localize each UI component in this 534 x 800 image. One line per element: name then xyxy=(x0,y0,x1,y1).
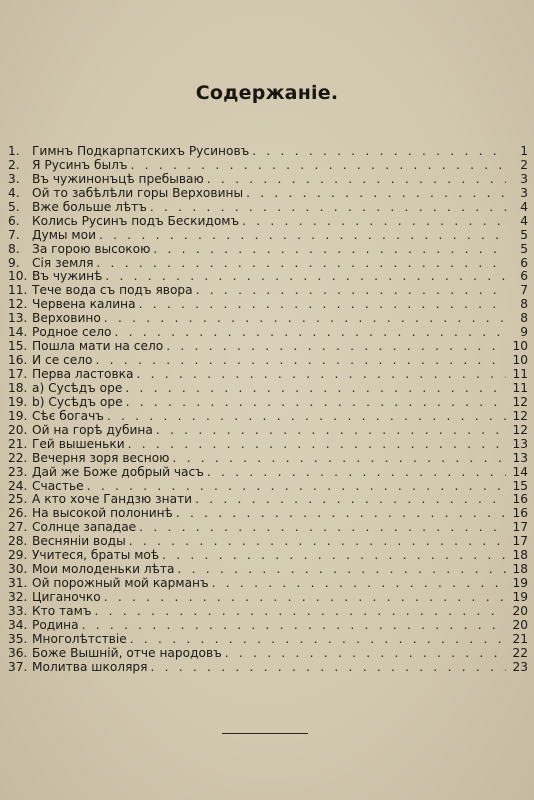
toc-entry xyxy=(8,159,528,173)
toc-entry-number: 16. xyxy=(8,354,28,368)
toc-entry-page: 12 xyxy=(512,409,528,423)
toc-entry xyxy=(8,145,528,159)
toc-entry-page: 14 xyxy=(512,465,528,479)
toc-entry xyxy=(8,215,528,229)
toc-entry-title: Счастье xyxy=(32,479,84,493)
toc-entry xyxy=(8,257,528,271)
toc-dot-leader xyxy=(104,591,506,605)
toc-entry-page: 20 xyxy=(512,604,528,618)
toc-entry-title: Гимнъ Подкарпатскихъ Русиновъ xyxy=(32,145,250,158)
toc-entry-number: 35. xyxy=(8,632,28,646)
toc-entry-title: Вечерня зоря весною xyxy=(32,451,170,465)
toc-entry xyxy=(8,201,528,215)
toc-entry xyxy=(8,466,528,480)
toc-entry-title: Родное село xyxy=(32,326,112,340)
toc-entry xyxy=(8,173,528,187)
toc-entry xyxy=(8,382,528,396)
page-title: Содержаніе. xyxy=(195,82,339,104)
toc-dot-leader xyxy=(166,340,506,354)
toc-entry-number: 31. xyxy=(8,577,28,591)
toc-dot-leader xyxy=(150,661,506,675)
toc-dot-leader xyxy=(156,424,506,438)
toc-dot-leader xyxy=(94,605,506,619)
toc-dot-leader xyxy=(99,229,506,243)
toc-entry xyxy=(8,647,528,661)
toc-entry-number: 32. xyxy=(8,591,28,604)
toc-entry xyxy=(8,480,528,494)
toc-entry-number: 18. xyxy=(8,381,28,395)
toc-entry-page: 18 xyxy=(512,549,528,563)
toc-dot-leader xyxy=(128,438,506,452)
toc-dot-leader xyxy=(131,159,506,173)
toc-entry-title: Въ чужинонъцѣ пребываю xyxy=(32,172,204,186)
toc-entry xyxy=(8,452,528,466)
toc-entry-page: 15 xyxy=(512,479,528,493)
toc-dot-leader xyxy=(130,633,506,647)
toc-dot-leader xyxy=(105,270,506,284)
toc-entry xyxy=(8,340,528,354)
toc-entry-title: Мои молоденьки лѣта xyxy=(32,563,175,577)
toc-entry xyxy=(8,298,528,312)
toc-entry-page: 22 xyxy=(512,646,528,660)
toc-dot-leader xyxy=(225,647,506,661)
toc-entry-number: 34. xyxy=(8,618,28,632)
toc-entry-title: И се село xyxy=(32,354,93,368)
toc-dot-leader xyxy=(96,257,506,271)
toc-entry xyxy=(8,605,528,619)
toc-entry-page: 17 xyxy=(512,521,528,535)
toc-entry-title: Циганочко xyxy=(32,591,101,604)
toc-entry-number: 26. xyxy=(8,507,28,521)
toc-dot-leader xyxy=(139,298,506,312)
toc-entry-title: Родина xyxy=(32,618,79,632)
toc-entry xyxy=(8,270,528,284)
toc-entry-title: Учитеся, браты моѣ xyxy=(32,549,160,563)
toc-dot-leader xyxy=(139,521,506,535)
toc-entry-number: 10. xyxy=(8,270,28,284)
toc-entry xyxy=(8,577,528,591)
toc-entry-number: 36. xyxy=(8,646,28,660)
toc-entry-page: 20 xyxy=(512,618,528,632)
toc-entry-page: 16 xyxy=(512,507,528,521)
toc-entry-number: 21. xyxy=(8,437,28,451)
toc-entry-page: 17 xyxy=(512,535,528,549)
toc-entry xyxy=(8,535,528,549)
toc-entry-page: 9 xyxy=(520,326,528,340)
toc-entry-title: Ой порожный мой карманъ xyxy=(32,577,209,591)
toc-entry-page: 19 xyxy=(512,577,528,591)
toc-entry-title: Ой то забѣлѣли горы Верховины xyxy=(32,186,244,200)
toc-dot-leader xyxy=(196,284,506,298)
toc-entry-title: Пошла мати на село xyxy=(32,340,164,354)
toc-entry-page: 11 xyxy=(512,368,528,381)
toc-entry-number: 3. xyxy=(8,172,20,186)
toc-entry xyxy=(8,563,528,577)
toc-entry-page: 10 xyxy=(512,354,528,368)
toc-entry-page: 8 xyxy=(520,298,528,312)
toc-entry-number: 2. xyxy=(8,158,20,172)
toc-entry-number: 15. xyxy=(8,340,28,354)
toc-entry-number: 19. xyxy=(8,409,28,423)
toc-entry-page: 18 xyxy=(512,563,528,577)
toc-entry-title: Сія земля xyxy=(32,256,94,270)
table-of-contents xyxy=(8,145,528,675)
toc-entry-title: А кто хоче Гандзю знати xyxy=(32,493,193,507)
toc-entry-number: 27. xyxy=(8,521,28,535)
toc-entry xyxy=(8,661,528,675)
toc-entry xyxy=(8,424,528,438)
toc-entry-number: 29. xyxy=(8,549,28,563)
toc-entry-title: а) Сусѣдъ оре xyxy=(32,381,123,395)
toc-entry-number: 4. xyxy=(8,186,20,200)
toc-dot-leader xyxy=(162,549,506,563)
toc-entry-title: Я Русинъ былъ xyxy=(32,158,128,172)
toc-entry-title: Молитва школяря xyxy=(32,660,148,674)
toc-entry xyxy=(8,187,528,201)
toc-dot-leader xyxy=(129,535,506,549)
toc-dot-leader xyxy=(195,493,506,507)
toc-entry-title: Ой на горѣ дубина xyxy=(32,423,153,437)
toc-dot-leader xyxy=(153,243,506,257)
toc-dot-leader xyxy=(242,215,506,229)
toc-dot-leader xyxy=(150,201,506,215)
toc-entry-page: 2 xyxy=(520,158,528,172)
toc-entry-title: Червена калина xyxy=(32,298,136,312)
toc-entry xyxy=(8,619,528,633)
toc-entry-page: 5 xyxy=(520,242,528,256)
toc-entry-page: 23 xyxy=(512,660,528,674)
toc-entry-number: 30. xyxy=(8,563,28,577)
toc-dot-leader xyxy=(114,326,506,340)
toc-entry-title: Верховино xyxy=(32,312,101,326)
toc-dot-leader xyxy=(87,480,506,494)
toc-dot-leader xyxy=(96,354,506,368)
toc-entry-page: 3 xyxy=(520,172,528,186)
toc-dot-leader xyxy=(126,396,506,410)
toc-entry-page: 11 xyxy=(512,381,528,395)
toc-entry-title: Сѣє богачъ xyxy=(32,409,104,423)
toc-entry-page: 6 xyxy=(520,270,528,284)
toc-entry xyxy=(8,591,528,605)
toc-dot-leader xyxy=(172,452,506,466)
toc-entry xyxy=(8,410,528,424)
toc-entry-page: 10 xyxy=(512,340,528,354)
toc-entry xyxy=(8,368,528,382)
toc-entry xyxy=(8,229,528,243)
toc-entry xyxy=(8,312,528,326)
toc-entry-page: 4 xyxy=(520,200,528,214)
toc-entry-number: 7. xyxy=(8,228,20,242)
toc-dot-leader xyxy=(104,312,506,326)
toc-entry-page: 19 xyxy=(512,591,528,604)
toc-entry-title: Многолѣтствіе xyxy=(32,632,127,646)
toc-entry-title: Тече вода съ подъ явора xyxy=(32,284,193,298)
toc-dot-leader xyxy=(212,577,506,591)
toc-entry xyxy=(8,354,528,368)
toc-entry-page: 13 xyxy=(512,451,528,465)
toc-dot-leader xyxy=(136,368,506,382)
toc-entry-number: 33. xyxy=(8,604,28,618)
toc-entry xyxy=(8,507,528,521)
toc-entry-page: 5 xyxy=(520,228,528,242)
toc-entry-page: 12 xyxy=(512,395,528,409)
toc-entry xyxy=(8,243,528,257)
toc-entry-number: 9. xyxy=(8,256,20,270)
toc-entry-title: Колись Русинъ подъ Бескидомъ xyxy=(32,214,240,228)
toc-entry-number: 1. xyxy=(8,145,20,158)
toc-entry-number: 23. xyxy=(8,465,28,479)
toc-entry-title: За горою высокою xyxy=(32,242,151,256)
toc-entry-page: 7 xyxy=(520,284,528,298)
closing-rule xyxy=(222,733,308,734)
toc-entry-number: 12. xyxy=(8,298,28,312)
toc-entry-title: Перва ластовка xyxy=(32,368,134,381)
toc-entry-title: На высокой полонинѣ xyxy=(32,507,173,521)
toc-entry xyxy=(8,549,528,563)
toc-entry-page: 3 xyxy=(520,186,528,200)
toc-dot-leader xyxy=(107,410,506,424)
toc-entry-title: Весняніи воды xyxy=(32,535,126,549)
toc-entry-number: 8. xyxy=(8,242,20,256)
toc-entry-page: 1 xyxy=(520,145,528,158)
toc-dot-leader xyxy=(125,382,506,396)
toc-entry-number: 5. xyxy=(8,200,20,214)
toc-entry-title: Солнце западае xyxy=(32,521,137,535)
toc-entry-page: 21 xyxy=(512,632,528,646)
toc-entry-page: 4 xyxy=(520,214,528,228)
toc-entry-title: Гей вышеньки xyxy=(32,437,125,451)
toc-entry-number: 11. xyxy=(8,284,28,298)
toc-dot-leader xyxy=(207,173,506,187)
toc-dot-leader xyxy=(176,507,506,521)
toc-dot-leader xyxy=(246,187,506,201)
toc-entry xyxy=(8,284,528,298)
toc-entry-number: 20. xyxy=(8,423,28,437)
toc-entry xyxy=(8,493,528,507)
toc-entry xyxy=(8,521,528,535)
toc-entry-number: 28. xyxy=(8,535,28,549)
toc-entry-number: 22. xyxy=(8,451,28,465)
toc-entry-title: b) Сусѣдъ оре xyxy=(32,395,123,409)
toc-entry-title: Боже Вышній, отче народовъ xyxy=(32,646,222,660)
toc-entry xyxy=(8,633,528,647)
toc-dot-leader xyxy=(177,563,506,577)
toc-entry-page: 13 xyxy=(512,437,528,451)
toc-entry-title: Дай же Боже добрый часъ xyxy=(32,465,204,479)
toc-entry-number: 14. xyxy=(8,326,28,340)
toc-entry-page: 6 xyxy=(520,256,528,270)
toc-entry-page: 8 xyxy=(520,312,528,326)
toc-entry xyxy=(8,396,528,410)
toc-entry-page: 16 xyxy=(512,493,528,507)
toc-entry-number: 17. xyxy=(8,368,28,381)
toc-entry-number: 25. xyxy=(8,493,28,507)
toc-entry xyxy=(8,326,528,340)
toc-entry-title: Въ чужинѣ xyxy=(32,270,103,284)
toc-entry-number: 13. xyxy=(8,312,28,326)
toc-entry-number: 37. xyxy=(8,660,28,674)
toc-entry-number: 6. xyxy=(8,214,20,228)
toc-entry-title: Думы мои xyxy=(32,228,96,242)
toc-entry-number: 19. xyxy=(8,395,28,409)
toc-dot-leader xyxy=(82,619,506,633)
toc-dot-leader xyxy=(252,145,506,159)
toc-dot-leader xyxy=(207,466,506,480)
toc-entry-page: 12 xyxy=(512,423,528,437)
toc-entry-title: Вже больше лѣтъ xyxy=(32,200,147,214)
toc-entry-number: 24. xyxy=(8,479,28,493)
toc-entry-title: Кто тамъ xyxy=(32,604,92,618)
toc-entry xyxy=(8,438,528,452)
